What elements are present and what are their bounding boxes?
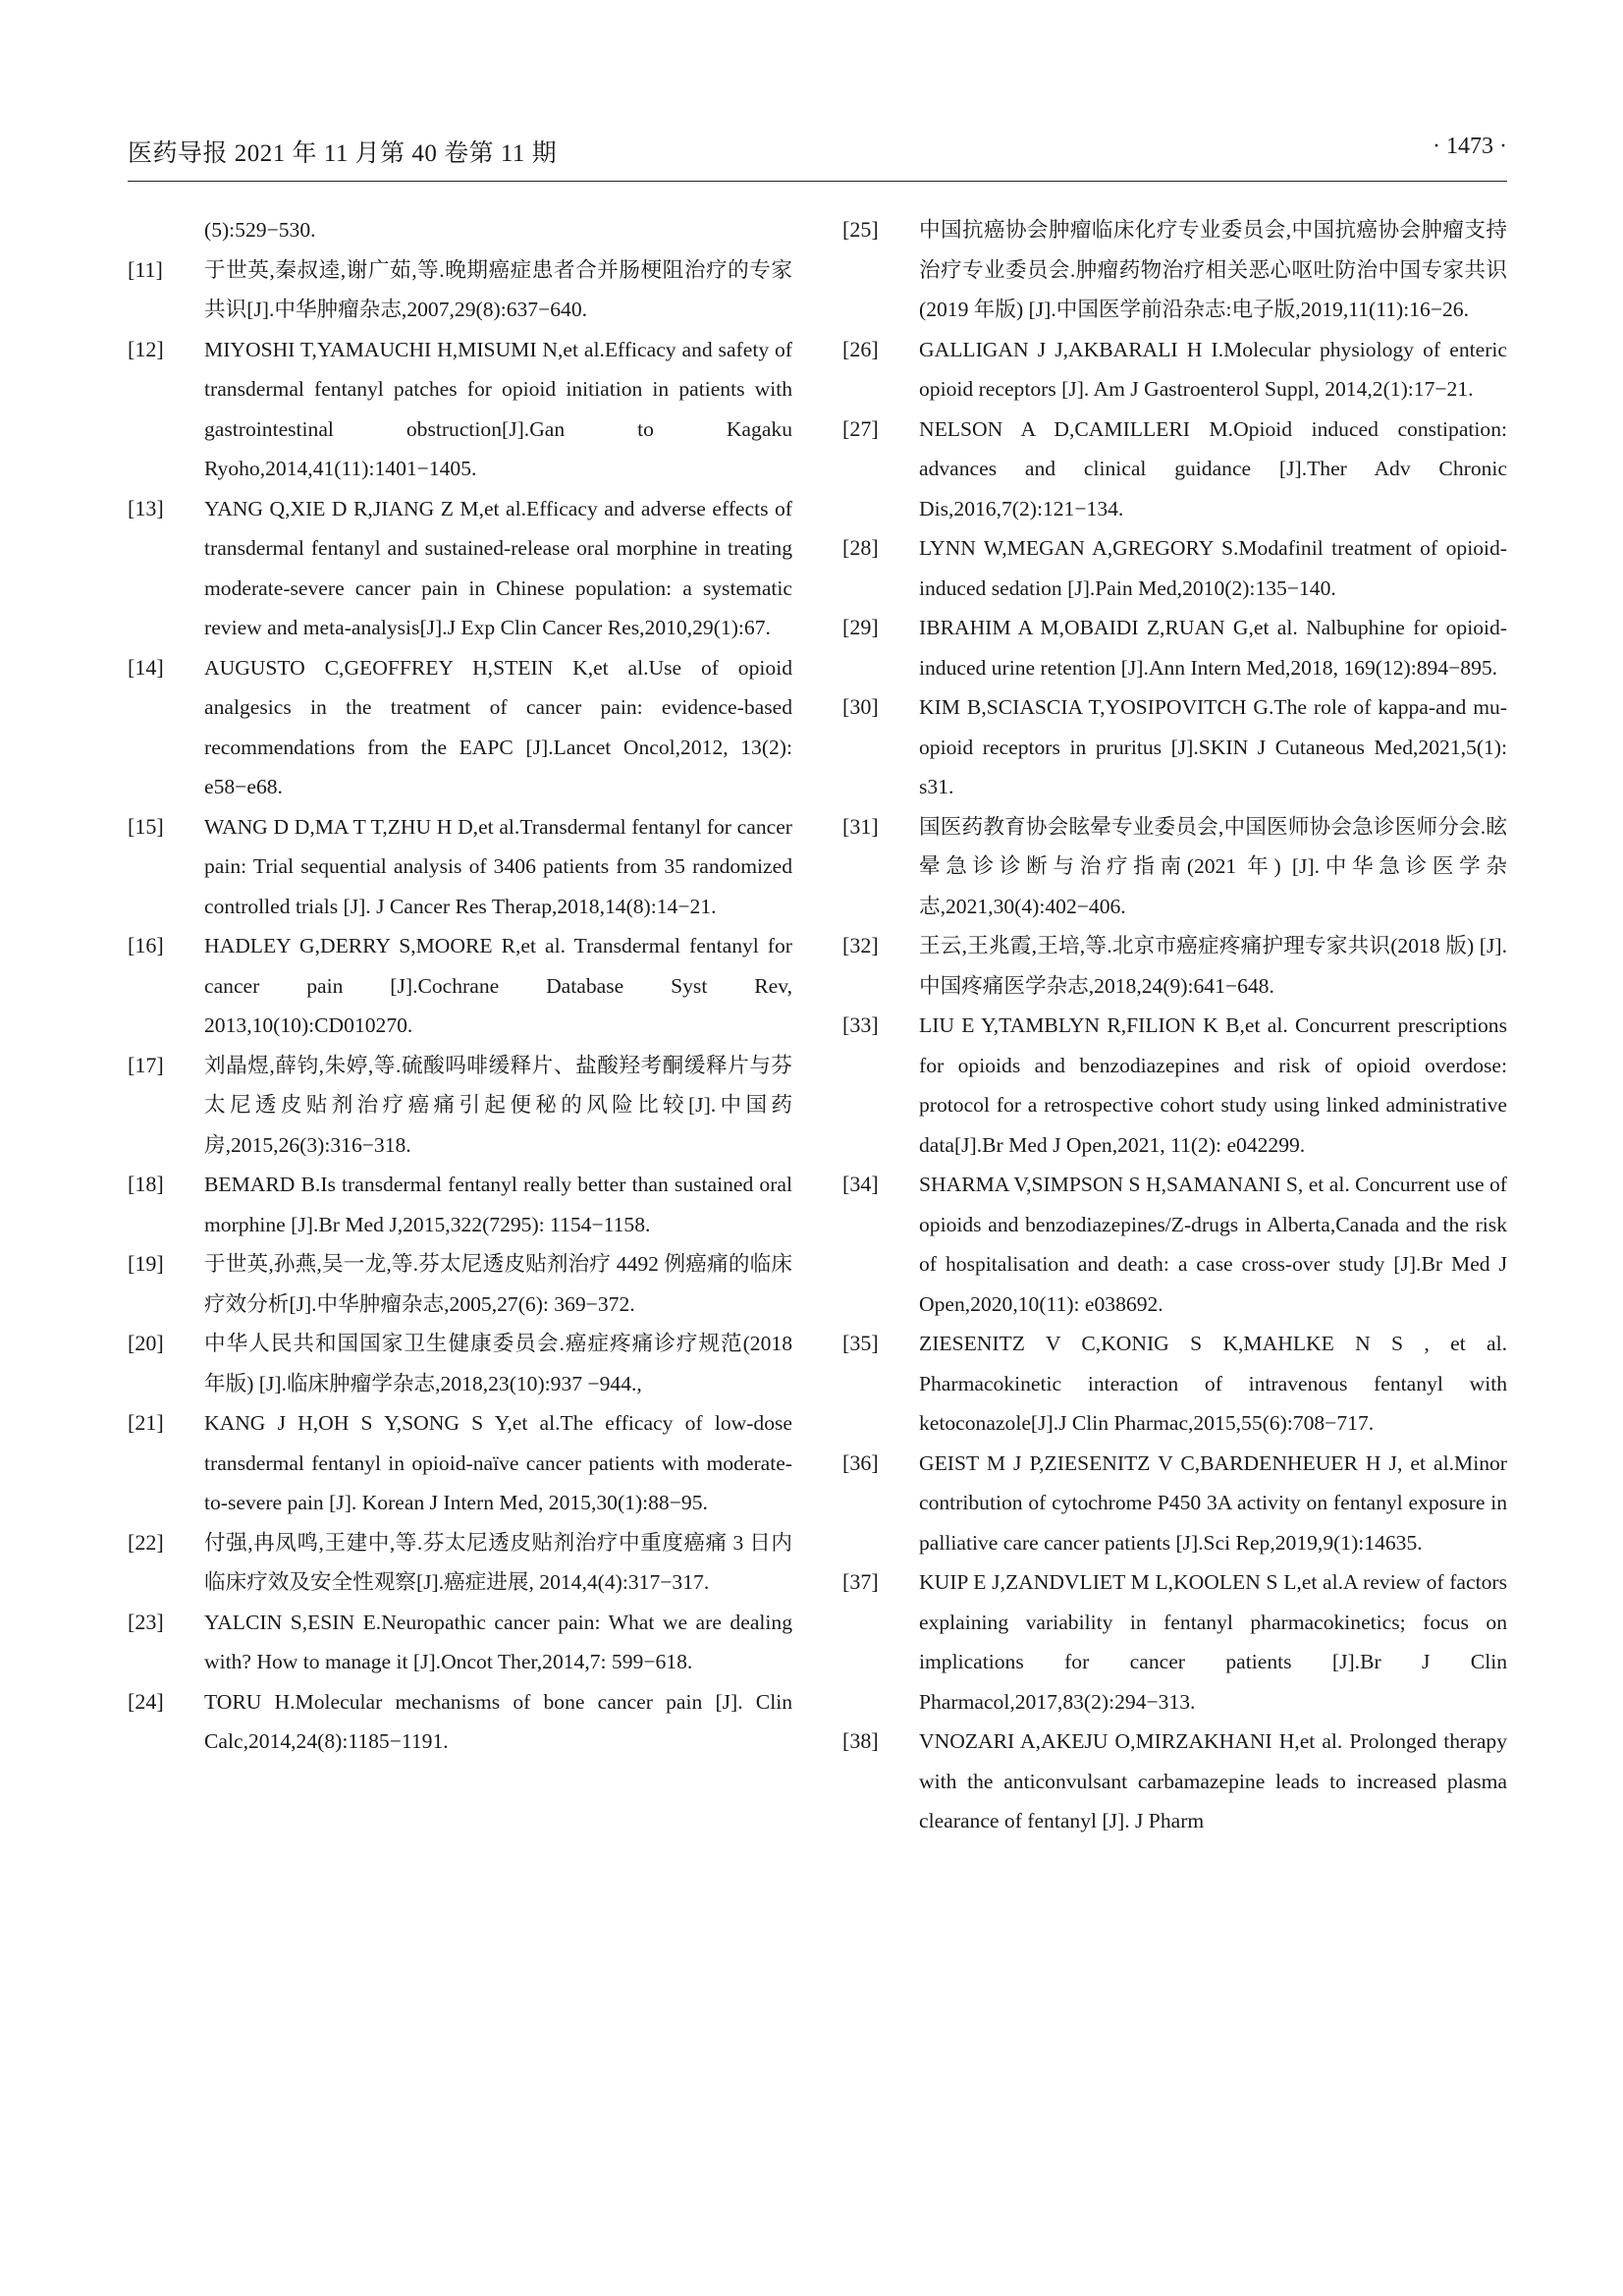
reference-number: [28] [842, 535, 879, 560]
reference-number: [22] [128, 1529, 164, 1555]
reference-entry [128, 807, 792, 927]
reference-number: [36] [842, 1449, 879, 1475]
reference-text: BEMARD B.Is transdermal fentanyl really better than sustained oral morphine [J].Br Med J,2015,322(7295): 1154−1158. [204, 1173, 792, 1236]
journal-title: 医药导报 2021 年 11 月第 40 卷第 11 期 [128, 140, 558, 167]
reference-number: [19] [128, 1251, 164, 1276]
reference-entry [128, 926, 792, 1046]
reference-entry [842, 608, 1507, 687]
reference-entry [128, 1603, 792, 1682]
page-header [128, 134, 1507, 177]
reference-number: [32] [842, 933, 879, 957]
reference-entry [128, 1046, 792, 1166]
reference-number: [26] [842, 336, 879, 361]
reference-entry [842, 807, 1507, 927]
reference-entry [128, 1403, 792, 1523]
reference-number: [25] [842, 217, 879, 242]
reference-text: MIYOSHI T,YAMAUCHI H,MISUMI N,et al.Efficacy and safety of transdermal fentanyl patches for opioid initiation in patients with gastrointestinal obstruction[J].Gan to Kagaku Ryoho,2014,41(11):1401−1405. [204, 337, 792, 480]
reference-text: HADLEY G,DERRY S,MOORE R,et al. Transdermal fentanyl for cancer pain [J].Cochrane Database Syst Rev, 2013,10(10):CD010270. [204, 934, 792, 1037]
reference-entry [842, 1006, 1507, 1165]
right-column-references [842, 210, 1507, 1841]
reference-text: 刘晶煜,薛钧,朱婷,等.硫酸吗啡缓释片、盐酸羟考酮缓释片与芬太尼透皮贴剂治疗癌痛引起便秘的风险比较[J].中国药房,2015,26(3):316−318. [204, 1053, 792, 1157]
reference-entry [128, 1523, 792, 1603]
reference-number: [17] [128, 1052, 164, 1077]
reference-text: (5):529−530. [204, 218, 316, 242]
reference-entry [128, 1165, 792, 1244]
reference-entry [128, 1682, 792, 1762]
reference-text: 王云,王兆霞,王培,等.北京市癌症疼痛护理专家共识(2018 版) [J].中国疼痛医学杂志,2018,24(9):641−648. [919, 934, 1507, 998]
reference-text: 付强,冉凤鸣,王建中,等.芬太尼透皮贴剂治疗中重度癌痛 3 日内临床疗效及安全性观察[J].癌症进展, 2014,4(4):317−317. [204, 1530, 792, 1594]
reference-text: VNOZARI A,AKEJU O,MIRZAKHANI H,et al. Prolonged therapy with the anticonvulsant carbamazepine leads to increased plasma clearance of fentanyl [J]. J Pharm [919, 1729, 1507, 1832]
reference-number: [33] [842, 1012, 879, 1037]
reference-text: AUGUSTO C,GEOFFREY H,STEIN K,et al.Use of opioid analgesics in the treatment of cancer pain: evidence-based recommendations from the EAPC [J].Lancet Oncol,2012, 13(2): e58−e68. [204, 655, 792, 798]
header-divider [128, 181, 1507, 182]
reference-number: [14] [128, 654, 164, 680]
reference-number: [31] [842, 813, 879, 839]
reference-number: [27] [842, 415, 879, 441]
reference-entry [842, 210, 1507, 330]
reference-number: [16] [128, 933, 164, 957]
reference-entry [842, 1722, 1507, 1841]
reference-entry [842, 1562, 1507, 1722]
reference-number: [34] [842, 1172, 879, 1196]
reference-text: GALLIGAN J J,AKBARALI H I.Molecular physiology of enteric opioid receptors [J]. Am J Gastroenterol Suppl, 2014,2(1):17−21. [919, 337, 1507, 401]
reference-text: KANG J H,OH S Y,SONG S Y,et al.The efficacy of low-dose transdermal fentanyl in opioid-naïve cancer patients with moderate-to-severe pain [J]. Korean J Intern Med, 2015,30(1):88−95. [204, 1411, 792, 1514]
reference-text: 中华人民共和国国家卫生健康委员会.癌症疼痛诊疗规范(2018 年版) [J].临床肿瘤学杂志,2018,23(10):937 −944., [204, 1332, 792, 1395]
reference-number: [15] [128, 813, 164, 839]
reference-number: [11] [128, 256, 163, 282]
reference-entry [128, 1324, 792, 1403]
reference-entry [128, 648, 792, 807]
reference-number: [37] [842, 1569, 879, 1594]
reference-entry [842, 687, 1507, 807]
reference-number: [30] [842, 694, 879, 719]
reference-entry [128, 250, 792, 330]
reference-number: [21] [128, 1410, 164, 1435]
reference-entry [842, 410, 1507, 529]
reference-entry [842, 1324, 1507, 1444]
reference-entry [128, 330, 792, 489]
reference-text: YALCIN S,ESIN E.Neuropathic cancer pain: What we are dealing with? How to manage it [J].Oncot Ther,2014,7: 599−618. [204, 1610, 792, 1673]
reference-text: 于世英,孙燕,吴一龙,等.芬太尼透皮贴剂治疗 4492 例癌痛的临床疗效分析[J].中华肿瘤杂志,2005,27(6): 369−372. [204, 1252, 792, 1316]
reference-number: [20] [128, 1331, 164, 1355]
reference-number: [12] [128, 336, 164, 361]
reference-entry [128, 1244, 792, 1324]
reference-number: [29] [842, 615, 879, 639]
reference-text: GEIST M J P,ZIESENITZ V C,BARDENHEUER H J, et al.Minor contribution of cytochrome P450 3A activity on fentanyl exposure in palliative care cancer patients [J].Sci Rep,2019,9(1):14635. [919, 1450, 1507, 1555]
reference-text: TORU H.Molecular mechanisms of bone cancer pain [J]. Clin Calc,2014,24(8):1185−1191. [204, 1689, 792, 1753]
reference-entry [842, 1444, 1507, 1563]
reference-number: [35] [842, 1331, 879, 1355]
reference-text: IBRAHIM A M,OBAIDI Z,RUAN G,et al. Nalbuphine for opioid-induced urine retention [J].Ann Intern Med,2018, 169(12):894−895. [919, 616, 1507, 680]
reference-entry [842, 528, 1507, 608]
reference-entry [842, 926, 1507, 1006]
page-number: · 1473 · [1433, 134, 1507, 159]
reference-text: LYNN W,MEGAN A,GREGORY S.Modafinil treatment of opioid-induced sedation [J].Pain Med,2010(2):135−140. [919, 536, 1507, 600]
reference-text: NELSON A D,CAMILLERI M.Opioid induced constipation: advances and clinical guidance [J].Ther Adv Chronic Dis,2016,7(2):121−134. [919, 416, 1507, 520]
reference-text: YANG Q,XIE D R,JIANG Z M,et al.Efficacy and adverse effects of transdermal fentanyl and sustained-release oral morphine in treating moderate-severe cancer pain in Chinese population: a systematic review and meta-analysis[J].J Exp Clin Cancer Res,2010,29(1):67. [204, 496, 792, 639]
reference-text: 中国抗癌协会肿瘤临床化疗专业委员会,中国抗癌协会肿瘤支持治疗专业委员会.肿瘤药物治疗相关恶心呕吐防治中国专家共识(2019 年版) [J].中国医学前沿杂志:电子版,2019,11(11):16−26. [919, 218, 1507, 321]
reference-text: 于世英,秦叔逵,谢广茹,等.晚期癌症患者合并肠梗阻治疗的专家共识[J].中华肿瘤杂志,2007,29(8):637−640. [204, 257, 792, 321]
reference-entry [842, 330, 1507, 410]
reference-entry [842, 1165, 1507, 1324]
reference-number: [23] [128, 1609, 164, 1634]
reference-number: [38] [842, 1728, 879, 1753]
reference-text: SHARMA V,SIMPSON S H,SAMANANI S, et al. Concurrent use of opioids and benzodiazepines/Z-drugs in Alberta,Canada and the risk of hospitalisation and death: a case cross-over study [J].Br Med J Open,2020,10(11): e038692. [919, 1173, 1507, 1316]
reference-text: 国医药教育协会眩晕专业委员会,中国医师协会急诊医师分会.眩晕急诊诊断与治疗指南(2021 年) [J].中华急诊医学杂志,2021,30(4):402−406. [919, 814, 1507, 918]
reference-text: WANG D D,MA T T,ZHU H D,et al.Transdermal fentanyl for cancer pain: Trial sequential analysis of 3406 patients from 35 randomized controlled trials [J]. J Cancer Res Therap,2018,14(8):14−21. [204, 814, 792, 918]
reference-text: KUIP E J,ZANDVLIET M L,KOOLEN S L,et al.A review of factors explaining variability in fentanyl pharmacokinetics; focus on implications for cancer patients [J].Br J Clin Pharmacol,2017,83(2):294−313. [919, 1570, 1507, 1714]
reference-number: [13] [128, 495, 164, 520]
reference-number: [18] [128, 1172, 164, 1196]
reference-text: KIM B,SCIASCIA T,YOSIPOVITCH G.The role of kappa-and mu-opioid receptors in pruritus [J].SKIN J Cutaneous Med,2021,5(1): s31. [919, 695, 1507, 798]
reference-entry [128, 210, 792, 250]
left-column-references [128, 210, 792, 1762]
reference-entry [128, 489, 792, 648]
reference-text: ZIESENITZ V C,KONIG S K,MAHLKE N S , et al. Pharmacokinetic interaction of intravenous fentanyl with ketoconazole[J].J Clin Pharmac,2015,55(6):708−717. [919, 1332, 1507, 1435]
reference-text: LIU E Y,TAMBLYN R,FILION K B,et al. Concurrent prescriptions for opioids and benzodiazepines and risk of opioid overdose: protocol for a retrospective cohort study using linked administrative data[J].Br Med J Open,2021, 11(2): e042299. [919, 1013, 1507, 1157]
reference-number: [24] [128, 1688, 164, 1714]
